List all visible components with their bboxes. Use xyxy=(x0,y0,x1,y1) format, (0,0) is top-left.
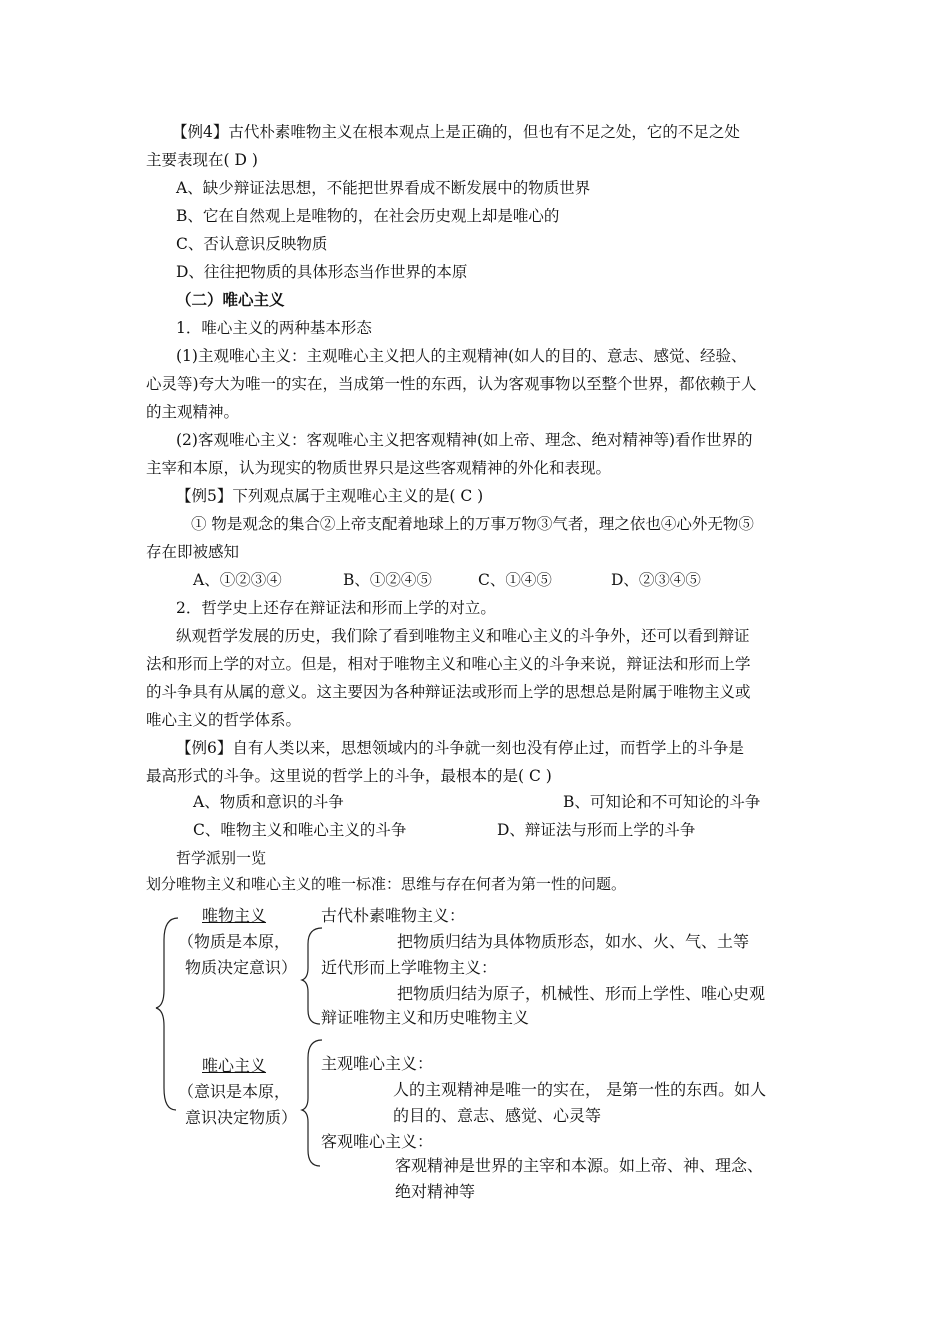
objective-idealism-title: 客观唯心主义： xyxy=(321,1132,434,1151)
dialectics-paragraph-line3: 的斗争具有从属的意义。这主要因为各种辩证法或形而上学的思想总是附属于唯物主义或 xyxy=(146,683,751,701)
example6-option-d: D、辩证法与形而上学的斗争 xyxy=(497,821,696,839)
subjective-idealism-text1: 人的主观精神是唯一的实在， 是第一性的东西。如人 xyxy=(393,1080,767,1099)
subheading-dialectics-vs-metaphysics: 2．哲学史上还存在辩证法和形而上学的对立。 xyxy=(176,599,496,617)
example4-option-b: B、它在自然观上是唯物的，在社会历史观上却是唯心的 xyxy=(176,207,560,225)
objective-idealism-text2: 绝对精神等 xyxy=(395,1182,476,1201)
subjective-idealism-line3: 的主观精神。 xyxy=(146,403,240,421)
idealism-title: 唯心主义 xyxy=(202,1056,267,1075)
objective-idealism-text1: 客观精神是世界的主宰和本源。如上帝、神、理念、 xyxy=(395,1156,764,1175)
example5-option-a: A、①②③④ xyxy=(193,571,282,589)
example6-option-b: B、可知论和不可知论的斗争 xyxy=(563,793,761,811)
subjective-idealism-text2: 的目的、意志、感觉、心灵等 xyxy=(393,1106,602,1125)
example6-question-line1: 【例6】自有人类以来，思想领域内的斗争就一刻也没有停止过，而哲学上的斗争是 xyxy=(176,739,744,757)
ancient-materialism-text: 把物质归结为具体物质形态，如水、火、气、土等 xyxy=(397,932,750,951)
section-heading-idealism: （二）唯心主义 xyxy=(176,291,285,309)
overview-title: 哲学派别一览 xyxy=(176,849,267,867)
dialectics-paragraph-line4: 唯心主义的哲学体系。 xyxy=(146,711,302,729)
example5-question-line3: 存在即被感知 xyxy=(146,543,240,561)
subjective-idealism-line2: 心灵等)夸大为唯一的实在，当成第一性的东西，认为客观事物以至整个世界，都依赖于人 xyxy=(146,375,757,393)
ancient-materialism-title: 古代朴素唯物主义： xyxy=(321,906,466,925)
example5-option-d: D、②③④⑤ xyxy=(611,571,701,589)
materialism-desc2: 物质决定意识） xyxy=(185,958,298,977)
example4-option-c: C、否认意识反映物质 xyxy=(176,235,328,253)
subjective-idealism-line1: (1)主观唯心主义：主观唯心主义把人的主观精神(如人的目的、意志、感觉、经验、 xyxy=(176,347,747,365)
objective-idealism-line1: (2)客观唯心主义：客观唯心主义把客观精神(如上帝、理念、绝对精神等)看作世界的 xyxy=(176,431,753,449)
example5-question-line2: ① 物是观念的集合②上帝支配着地球上的万事万物③气者，理之依也④心外无物⑤ xyxy=(191,515,754,533)
modern-metaphysical-materialism-text: 把物质归结为原子，机械性、形而上学性、唯心史观 xyxy=(397,984,766,1003)
idealism-desc1: （意识是本原， xyxy=(178,1082,291,1101)
materialism-desc1: （物质是本原， xyxy=(178,932,291,951)
objective-idealism-line2: 主宰和本原，认为现实的物质世界只是这些客观精神的外化和表现。 xyxy=(146,459,612,477)
example5-option-c: C、①④⑤ xyxy=(478,571,552,589)
example5-option-b: B、①②④⑤ xyxy=(343,571,432,589)
example4-option-a: A、缺少辩证法思想，不能把世界看成不断发展中的物质世界 xyxy=(176,179,591,197)
subjective-idealism-title: 主观唯心主义： xyxy=(321,1054,434,1073)
example6-question-line2: 最高形式的斗争。这里说的哲学上的斗争，最根本的是( C ) xyxy=(146,767,552,785)
idealism-desc2: 意识决定物质） xyxy=(185,1108,298,1127)
subheading-two-forms: 1．唯心主义的两种基本形态 xyxy=(176,319,372,337)
example4-question-line1: 【例4】古代朴素唯物主义在根本观点上是正确的，但也有不足之处，它的不足之处 xyxy=(172,123,740,141)
dialectics-paragraph-line2: 法和形而上学的对立。但是，相对于唯物主义和唯心主义的斗争来说，辩证法和形而上学 xyxy=(146,655,751,673)
example6-option-c: C、唯物主义和唯心主义的斗争 xyxy=(193,821,407,839)
example4-question-line2: 主要表现在( D ) xyxy=(146,151,258,169)
modern-metaphysical-materialism-title: 近代形而上学唯物主义： xyxy=(321,958,498,977)
dialectics-paragraph-line1: 纵观哲学发展的历史，我们除了看到唯物主义和唯心主义的斗争外，还可以看到辩证 xyxy=(176,627,750,645)
overview-criterion: 划分唯物主义和唯心主义的唯一标准：思维与存在何者为第一性的问题。 xyxy=(146,875,627,893)
dialectical-materialism-title: 辩证唯物主义和历史唯物主义 xyxy=(321,1008,530,1027)
example6-option-a: A、物质和意识的斗争 xyxy=(193,793,344,811)
diagram-braces xyxy=(150,910,330,1200)
example5-question-line1: 【例5】下列观点属于主观唯心主义的是( C ) xyxy=(176,487,484,505)
example4-option-d: D、往往把物质的具体形态当作世界的本原 xyxy=(176,263,468,281)
materialism-title: 唯物主义 xyxy=(202,906,267,925)
